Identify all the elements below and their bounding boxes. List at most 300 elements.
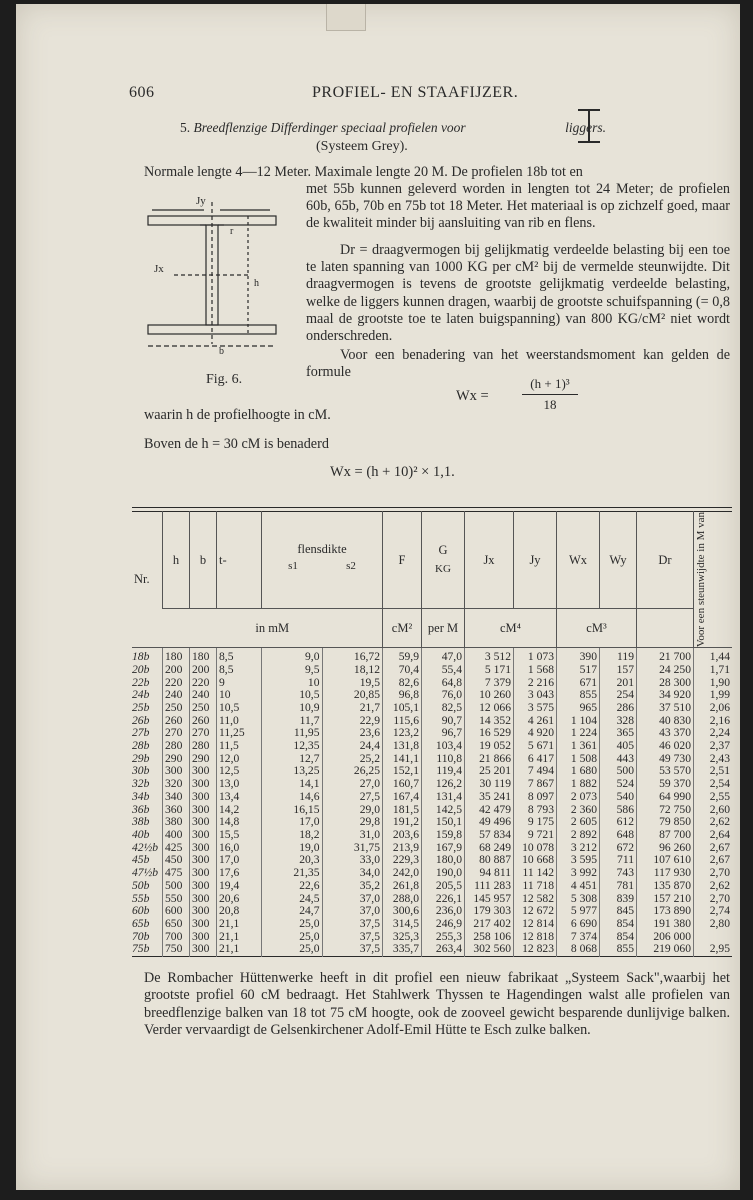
- table-cell: 300: [190, 943, 217, 956]
- table-cell: 20,3: [262, 854, 323, 867]
- table-cell: 43 370: [637, 727, 694, 740]
- table-cell: 270: [163, 727, 190, 740]
- table-row: [132, 664, 732, 677]
- table-cell: 96 260: [637, 842, 694, 855]
- table-cell: 300: [190, 765, 217, 778]
- table-cell: 17,6: [217, 867, 262, 880]
- table-cell: 145 957: [465, 893, 514, 906]
- table-cell: 7 867: [514, 778, 557, 791]
- table-cell: 14,8: [217, 816, 262, 829]
- table-cell: 14,2: [217, 804, 262, 817]
- table-cell: 2 605: [557, 816, 600, 829]
- table-cell: 49 496: [465, 816, 514, 829]
- table-cell: 10 260: [465, 689, 514, 702]
- table-cell: 11 718: [514, 880, 557, 893]
- table-cell: 300: [190, 804, 217, 817]
- beam-cross-section-figure: [144, 194, 284, 364]
- table-cell: 11,7: [262, 715, 323, 728]
- table-cell: 37,0: [322, 893, 383, 906]
- table-cell: 4 451: [557, 880, 600, 893]
- table-cell: 141,1: [383, 753, 422, 766]
- table-cell: 94 811: [465, 867, 514, 880]
- table-cell: 12,7: [262, 753, 323, 766]
- table-cell: 191,2: [383, 816, 422, 829]
- table-cell: 157 210: [637, 893, 694, 906]
- table-cell: 261,8: [383, 880, 422, 893]
- fig-label-h: h: [254, 278, 259, 289]
- table-cell: 107 610: [637, 854, 694, 867]
- table-cell: 2,16: [694, 715, 733, 728]
- table-cell: 246,9: [422, 918, 465, 931]
- table-cell: 711: [600, 854, 637, 867]
- section-number: 5.: [180, 120, 191, 135]
- table-cell: 2,54: [694, 778, 733, 791]
- table-cell: 37,5: [322, 918, 383, 931]
- table-cell: 380: [163, 816, 190, 829]
- table-row: [132, 943, 732, 956]
- table-cell: 34 920: [637, 689, 694, 702]
- table-cell: 30b: [132, 764, 150, 778]
- table-cell: 20,85: [322, 689, 383, 702]
- table-cell: 360: [163, 804, 190, 817]
- table-cell: 3 595: [557, 854, 600, 867]
- col-flensdikte-label: flensdikte: [297, 542, 347, 557]
- table-cell: 400: [163, 829, 190, 842]
- table-cell: 1,71: [694, 664, 733, 677]
- col-dr: Dr: [637, 512, 694, 609]
- table-cell: 90,7: [422, 715, 465, 728]
- table-cell: 12 582: [514, 893, 557, 906]
- table-cell: 255,3: [422, 931, 465, 944]
- table-cell: 21,35: [262, 867, 323, 880]
- table-cell: 21,1: [217, 943, 262, 956]
- col-b: b: [190, 512, 217, 609]
- table-cell: 5 171: [465, 664, 514, 677]
- table-cell: 22b: [132, 675, 150, 689]
- table-cell: 20b: [132, 662, 150, 676]
- table-cell: 119,4: [422, 765, 465, 778]
- table-cell: 855: [600, 943, 637, 956]
- table-cell: 34b: [132, 789, 150, 803]
- table-cell: 19,0: [262, 842, 323, 855]
- table-cell: 2,64: [694, 829, 733, 842]
- fig-label-b: b: [219, 346, 224, 357]
- table-cell: 2,43: [694, 753, 733, 766]
- table-cell: 13,25: [262, 765, 323, 778]
- table-cell: 750: [163, 943, 190, 956]
- table-cell: 96,7: [422, 727, 465, 740]
- table-cell: 150,1: [422, 816, 465, 829]
- table-cell: 11,5: [217, 740, 262, 753]
- table-cell: 300,6: [383, 905, 422, 918]
- table-cell: 650: [163, 918, 190, 931]
- table-cell: 8 793: [514, 804, 557, 817]
- table-cell: 443: [600, 753, 637, 766]
- table-cell: 781: [600, 880, 637, 893]
- col-flensdikte: [262, 512, 383, 609]
- table-cell: 70b: [132, 929, 150, 943]
- table-cell: 2,67: [694, 842, 733, 855]
- table-cell: 37,0: [322, 905, 383, 918]
- table-cell: 27,5: [322, 791, 383, 804]
- table-cell: 24b: [132, 688, 150, 702]
- table-cell: 2,37: [694, 740, 733, 753]
- table-cell: 29b: [132, 751, 150, 765]
- table-cell: 9: [217, 677, 262, 690]
- table-cell: 2,70: [694, 867, 733, 880]
- table-row: [132, 778, 732, 791]
- table-cell: 65b: [132, 916, 150, 930]
- table-cell: 5 671: [514, 740, 557, 753]
- table-cell: 80 887: [465, 854, 514, 867]
- table-cell: 524: [600, 778, 637, 791]
- table-cell: 600: [163, 905, 190, 918]
- table-cell: 300: [163, 765, 190, 778]
- table-cell: 10,5: [262, 689, 323, 702]
- unit-cm4: cM⁴: [465, 609, 557, 648]
- table-cell: 236,0: [422, 905, 465, 918]
- table-cell: 2,62: [694, 816, 733, 829]
- table-cell: 19,4: [217, 880, 262, 893]
- table-cell: 22,6: [262, 880, 323, 893]
- table-cell: 12,0: [217, 753, 262, 766]
- table-cell: 82,6: [383, 677, 422, 690]
- table-cell: 8,5: [217, 664, 262, 677]
- table-cell: 201: [600, 677, 637, 690]
- table-cell: 365: [600, 727, 637, 740]
- table-cell: 390: [557, 648, 600, 664]
- table-cell: 135 870: [637, 880, 694, 893]
- table-cell: 111 283: [465, 880, 514, 893]
- table-cell: 300: [190, 829, 217, 842]
- table-cell: 167,9: [422, 842, 465, 855]
- table-cell: 1 680: [557, 765, 600, 778]
- table-cell: 25,0: [262, 918, 323, 931]
- table-cell: 37,5: [322, 931, 383, 944]
- table-cell: 57 834: [465, 829, 514, 842]
- profile-table: [132, 511, 732, 957]
- table-cell: 325,3: [383, 931, 422, 944]
- table-cell: 115,6: [383, 715, 422, 728]
- table-cell: 6 690: [557, 918, 600, 931]
- table-cell: 76,0: [422, 689, 465, 702]
- table-cell: 160,7: [383, 778, 422, 791]
- table-cell: 32b: [132, 777, 150, 791]
- table-cell: 19 052: [465, 740, 514, 753]
- table-row: [132, 648, 732, 664]
- table-cell: 181,5: [383, 804, 422, 817]
- table-cell: 500: [600, 765, 637, 778]
- table-cell: 18,12: [322, 664, 383, 677]
- table-cell: 28b: [132, 739, 150, 753]
- table-cell: 300: [190, 791, 217, 804]
- table-cell: 854: [600, 918, 637, 931]
- table-cell: 240: [190, 689, 217, 702]
- table-cell: 845: [600, 905, 637, 918]
- table-cell: 648: [600, 829, 637, 842]
- table-cell: 15,5: [217, 829, 262, 842]
- table-cell: 157: [600, 664, 637, 677]
- table-cell: 126,2: [422, 778, 465, 791]
- table-cell: 300: [190, 931, 217, 944]
- table-cell: 20,6: [217, 893, 262, 906]
- table-cell: 17,0: [217, 854, 262, 867]
- table-cell: 286: [600, 702, 637, 715]
- table-cell: 300: [190, 867, 217, 880]
- table-cell: 12 814: [514, 918, 557, 931]
- table-cell: 64 990: [637, 791, 694, 804]
- table-cell: 425: [163, 842, 190, 855]
- table-cell: 260: [163, 715, 190, 728]
- table-cell: 14,1: [262, 778, 323, 791]
- table-cell: 27,0: [322, 778, 383, 791]
- table-cell: 20,8: [217, 905, 262, 918]
- table-cell: 242,0: [383, 867, 422, 880]
- table-cell: 2,95: [694, 943, 733, 956]
- table-cell: 300: [190, 893, 217, 906]
- table-cell: 11,0: [217, 715, 262, 728]
- table-cell: 965: [557, 702, 600, 715]
- table-cell: 1 073: [514, 648, 557, 664]
- col-g-kg: KG: [435, 563, 451, 576]
- table-cell: 288,0: [383, 893, 422, 906]
- table-cell: 12 066: [465, 702, 514, 715]
- table-cell: 10,9: [262, 702, 323, 715]
- table-cell: 335,7: [383, 943, 422, 956]
- unit-cm2: cM²: [383, 609, 422, 648]
- section-system: (Systeem Grey).: [316, 139, 408, 154]
- table-cell: 28 300: [637, 677, 694, 690]
- table-cell: 12 672: [514, 905, 557, 918]
- table-cell: 12 818: [514, 931, 557, 944]
- table-cell: 302 560: [465, 943, 514, 956]
- table-cell: 40 830: [637, 715, 694, 728]
- table-cell: 45b: [132, 853, 150, 867]
- table-cell: 839: [600, 893, 637, 906]
- table-cell: 320: [163, 778, 190, 791]
- table-body: [132, 648, 732, 957]
- table-cell: 586: [600, 804, 637, 817]
- table-cell: 9,5: [262, 664, 323, 677]
- table-cell: 3 512: [465, 648, 514, 664]
- table-cell: 22,9: [322, 715, 383, 728]
- table-cell: 10,5: [217, 702, 262, 715]
- table-cell: 229,3: [383, 854, 422, 867]
- table-cell: 12 823: [514, 943, 557, 956]
- table-cell: 540: [600, 791, 637, 804]
- table-cell: 46 020: [637, 740, 694, 753]
- table-cell: 270: [190, 727, 217, 740]
- table-cell: 1 508: [557, 753, 600, 766]
- table-cell: 10: [262, 677, 323, 690]
- table-cell: 1,99: [694, 689, 733, 702]
- table-cell: 300: [190, 842, 217, 855]
- table-cell: 3 575: [514, 702, 557, 715]
- table-cell: 1,90: [694, 677, 733, 690]
- closing-paragraph: De Rombacher Hüttenwerke heeft in dit profiel een nieuw fabrikaat „Systeem Sack",waarbij het grootste profiel 60 cM bedraagt. Het Stahlwerk Thyssen te Hagendingen walst alle profielen van breedflenzige balken van 18 tot 75 cM hoogte, ook de zooveel gewicht besparende dunlijvige balken. Verder vervaardigt de Gelsenkirchener Adolf-Emil Hütte te Esch zulke balken.: [144, 970, 730, 1038]
- table-cell: 142,5: [422, 804, 465, 817]
- table-cell: 2,55: [694, 791, 733, 804]
- table-cell: 60b: [132, 904, 150, 918]
- table-cell: 4 920: [514, 727, 557, 740]
- table-cell: 31,75: [322, 842, 383, 855]
- table-cell: 300: [190, 918, 217, 931]
- table-cell: 213,9: [383, 842, 422, 855]
- table-cell: 191 380: [637, 918, 694, 931]
- fraction-bar: [522, 394, 578, 395]
- col-nr: Nr.: [132, 512, 163, 648]
- fig-label-jy: Jy: [196, 195, 206, 207]
- table-cell: 131,4: [422, 791, 465, 804]
- col-s2: s2: [346, 560, 356, 573]
- table-cell: 33,0: [322, 854, 383, 867]
- table-cell: 167,4: [383, 791, 422, 804]
- col-jx: Jx: [465, 512, 514, 609]
- table-cell: 42 479: [465, 804, 514, 817]
- table-cell: 110,8: [422, 753, 465, 766]
- table-cell: 13,0: [217, 778, 262, 791]
- table-cell: 103,4: [422, 740, 465, 753]
- col-t: t-: [217, 512, 262, 609]
- table-cell: 10 078: [514, 842, 557, 855]
- table-cell: 26,25: [322, 765, 383, 778]
- fig-label-jx: Jx: [154, 263, 164, 275]
- book-page: [16, 4, 740, 1190]
- table-cell: 117 930: [637, 867, 694, 880]
- table-cell: 475: [163, 867, 190, 880]
- table-row: [132, 905, 732, 918]
- table-cell: 672: [600, 842, 637, 855]
- table-cell: 37 510: [637, 702, 694, 715]
- formula-wx-lhs: Wx =: [456, 388, 489, 404]
- table-cell: 16,0: [217, 842, 262, 855]
- table-row: [132, 702, 732, 715]
- unit-perm: per M: [422, 609, 465, 648]
- table-cell: 70,4: [383, 664, 422, 677]
- table-cell: 4 261: [514, 715, 557, 728]
- table-cell: 5 977: [557, 905, 600, 918]
- table-cell: 18b: [132, 650, 150, 664]
- boven-line: Boven de h = 30 cM is benaderd: [144, 436, 329, 452]
- table-cell: 21 700: [637, 648, 694, 664]
- table-cell: 35 241: [465, 791, 514, 804]
- table-cell: 8 097: [514, 791, 557, 804]
- table-cell: 105,1: [383, 702, 422, 715]
- table-cell: 226,1: [422, 893, 465, 906]
- col-g-label: G: [438, 543, 448, 558]
- table-cell: 47,0: [422, 648, 465, 664]
- table-cell: 49 730: [637, 753, 694, 766]
- table-cell: 300: [190, 778, 217, 791]
- table-cell: 55,4: [422, 664, 465, 677]
- intro-line: Normale lengte 4—12 Meter. Maximale lengte 20 M. De profielen 18b tot en: [144, 164, 583, 180]
- fig-label-r: r: [230, 226, 234, 237]
- table-cell: 26b: [132, 713, 150, 727]
- table-cell: 42½b: [132, 840, 159, 854]
- table-cell: 2 216: [514, 677, 557, 690]
- table-cell: 550: [163, 893, 190, 906]
- table-cell: 16,72: [322, 648, 383, 664]
- table-cell: 11 142: [514, 867, 557, 880]
- section-heading: [180, 120, 606, 136]
- figure-caption: Fig. 6.: [206, 372, 243, 387]
- table-cell: 2 073: [557, 791, 600, 804]
- table-cell: 300: [190, 816, 217, 829]
- unit-dr: [637, 609, 694, 648]
- col-steunwijdte: [694, 512, 733, 648]
- table-cell: 219 060: [637, 943, 694, 956]
- table-cell: 290: [163, 753, 190, 766]
- table-row: [132, 829, 732, 842]
- section-suffix: liggers.: [565, 120, 606, 135]
- table-cell: 855: [557, 689, 600, 702]
- table-cell: 9 175: [514, 816, 557, 829]
- table-cell: 12,5: [217, 765, 262, 778]
- table-cell: 2,67: [694, 854, 733, 867]
- table-cell: 314,5: [383, 918, 422, 931]
- table-cell: 2,24: [694, 727, 733, 740]
- table-cell: 217 402: [465, 918, 514, 931]
- unit-cm3: cM³: [557, 609, 637, 648]
- table-cell: 25,0: [262, 931, 323, 944]
- table-cell: 47½b: [132, 866, 159, 880]
- table-cell: 12,35: [262, 740, 323, 753]
- table-cell: 17,0: [262, 816, 323, 829]
- col-jy: Jy: [514, 512, 557, 609]
- table-cell: 34,0: [322, 867, 383, 880]
- table-cell: 68 249: [465, 842, 514, 855]
- table-cell: 27b: [132, 726, 150, 740]
- table-cell: 38b: [132, 815, 150, 829]
- table-cell: 16,15: [262, 804, 323, 817]
- formula-wx-numerator: (h + 1)³: [530, 376, 570, 391]
- table-cell: 1 361: [557, 740, 600, 753]
- table-cell: 6 417: [514, 753, 557, 766]
- table-cell: 159,8: [422, 829, 465, 842]
- table-cell: 10 668: [514, 854, 557, 867]
- table-cell: 700: [163, 931, 190, 944]
- unit-mm: in mM: [163, 609, 383, 648]
- table-cell: 1,44: [694, 648, 733, 664]
- table-cell: 16 529: [465, 727, 514, 740]
- table-cell: 123,2: [383, 727, 422, 740]
- table-cell: 2,06: [694, 702, 733, 715]
- approx-paragraph: Voor een benadering van het weerstandsmoment kan gelden de formule: [306, 347, 730, 381]
- table-cell: 14 352: [465, 715, 514, 728]
- table-cell: 40b: [132, 827, 150, 841]
- table-cell: 328: [600, 715, 637, 728]
- table-cell: 3 212: [557, 842, 600, 855]
- table-cell: 72 750: [637, 804, 694, 817]
- table-cell: 300: [190, 880, 217, 893]
- table-cell: 36b: [132, 802, 150, 816]
- table-cell: 9 721: [514, 829, 557, 842]
- table-cell: 50b: [132, 878, 150, 892]
- table-cell: 2,80: [694, 918, 733, 931]
- table-cell: 3 992: [557, 867, 600, 880]
- table-cell: 11,95: [262, 727, 323, 740]
- table-cell: 75b: [132, 942, 150, 956]
- table-cell: 220: [163, 677, 190, 690]
- page-number: 606: [129, 84, 155, 101]
- table-cell: 21,1: [217, 918, 262, 931]
- table-cell: 96,8: [383, 689, 422, 702]
- table-cell: 612: [600, 816, 637, 829]
- table-cell: 30 119: [465, 778, 514, 791]
- table-cell: 450: [163, 854, 190, 867]
- col-g: [422, 512, 465, 609]
- dr-paragraph: Dr = draagvermogen bij gelijkmatig verdeelde belasting bij een toe te laten spanning van 1000 KG per cM² bij de vermelde steunwijdte. Dit draagvermogen is tevens de grootste gelijkmatig verdeelde belasting, welke de liggers kunnen dragen, waarbij de grootste schuifspanning (= 0,8 maal de grootste toe te laten buigspanning) van 800 KG/cM² niet wordt onderschreden.: [306, 242, 730, 345]
